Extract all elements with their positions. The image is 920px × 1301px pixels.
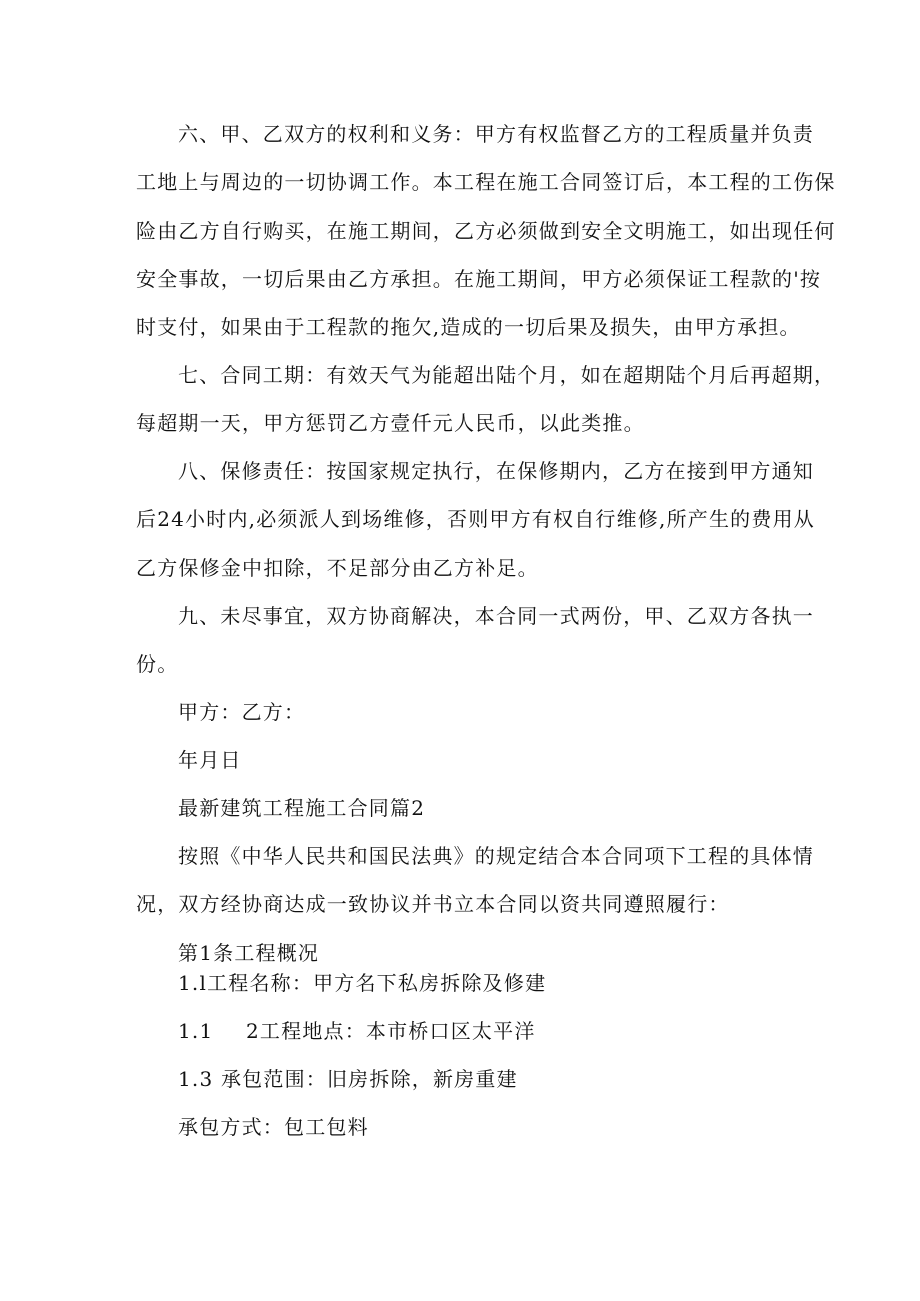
intro-line-2: 况，双方经协商达成一致协议并书立本合同以资共同遵照履行： (136, 892, 730, 916)
clause-8-line-1: 八、保修责任：按国家规定执行，在保修期内，乙方在接到甲方通知 (178, 459, 814, 483)
clause-6-line-3: 险由乙方自行购买，在施工期间，乙方必须做到安全文明施工，如出现任何 (136, 219, 836, 243)
project-location-line: 2工程地点：本市桥口区太平洋 (246, 1019, 536, 1043)
contract-scope-line: 1.3 承包范围：旧房拆除，新房重建 (178, 1067, 518, 1091)
clause-7-line-2: 每超期一天，甲方惩罚乙方壹仟元人民币，以此类推。 (136, 411, 645, 435)
section-heading: 最新建筑工程施工合同篇2 (178, 796, 426, 820)
clause-9-line-1: 九、未尽事宜，双方协商解决，本合同一式两份，甲、乙双方各执一 (178, 604, 814, 628)
intro-line-1: 按照《中华人民共和国民法典》的规定结合本合同项下工程的具体情 (178, 844, 814, 868)
clause-6-line-5: 时支付，如果由于工程款的拖欠,造成的一切后果及损失，由甲方承担。 (136, 315, 801, 339)
clause-6-line-1: 六、甲、乙双方的权利和义务：甲方有权监督乙方的工程质量并负责 (178, 122, 814, 146)
clause-9-line-2: 份。 (136, 652, 179, 676)
project-location-number: 1.1 (178, 1019, 214, 1043)
article-1-title: 第1条工程概况 (178, 941, 320, 965)
clause-7-line-1: 七、合同工期：有效天气为能超出陆个月，如在超期陆个月后再超期， (178, 363, 836, 387)
clause-6-line-4: 安全事故，一切后果由乙方承担。在施工期间，甲方必须保证工程款的'按 (136, 267, 822, 291)
contract-method-line: 承包方式：包工包料 (178, 1115, 369, 1139)
signature-line: 甲方：乙方： (178, 700, 306, 724)
project-name-line: 1.l工程名称：甲方名下私房拆除及修建 (178, 971, 547, 995)
clause-8-line-2: 后24小时内,必须派人到场维修，否则甲方有权自行维修,所产生的费用从 (136, 507, 815, 531)
clause-8-line-3: 乙方保修金中扣除，不足部分由乙方补足。 (136, 556, 539, 580)
clause-6-line-2: 工地上与周边的一切协调工作。本工程在施工合同签订后，本工程的工伤保 (136, 170, 836, 194)
date-line: 年月日 (178, 748, 242, 772)
